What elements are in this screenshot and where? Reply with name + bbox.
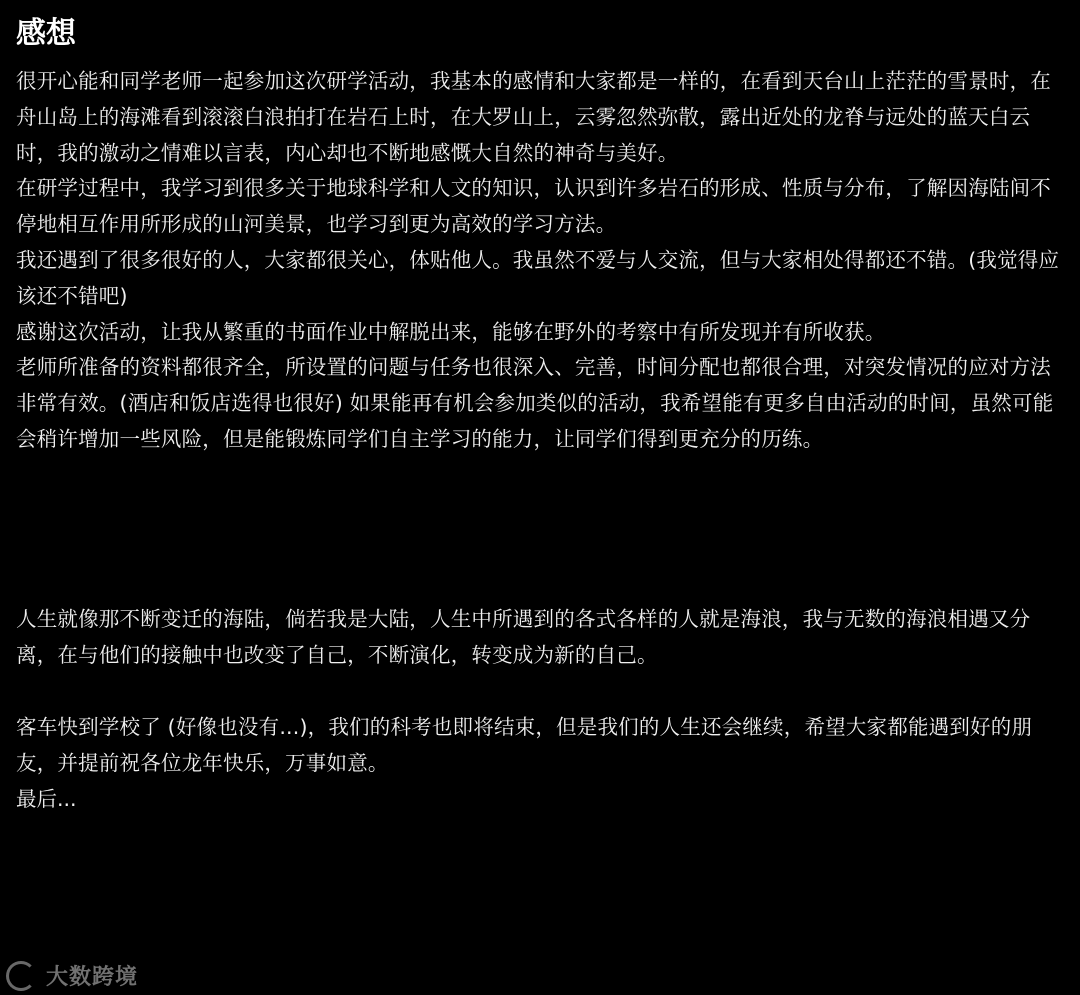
watermark-text: 大数跨境 (46, 965, 139, 990)
paragraph-2: 在研学过程中，我学习到很多关于地球科学和人文的知识，认识到许多岩石的形成、性质与分布，了解因海陆间不停地相互作用所形成的山河美景，也学习到更为高效的学习方法。 (16, 176, 1051, 237)
closing-paragraph: 客车快到学校了 (好像也没有...)，我们的科考也即将结束，但是我们的人生还会继续，希望大家都能遇到好的朋友，并提前祝各位龙年快乐，万事如意。 (16, 715, 1033, 776)
brand-logo-icon (6, 961, 36, 991)
paragraph-1: 很开心能和同学老师一起参加这次研学活动，我基本的感情和大家都是一样的，在看到天台山上茫茫的雪景时，在舟山岛上的海滩看到滚滚白浪拍打在岩石上时，在大罗山上，云雾忽然弥散，露出近处的龙脊与远处的蓝天白云时，我的激动之情难以言表，内心却也不断地感慨大自然的神奇与美好。 (16, 69, 1051, 165)
paragraph-3: 我还遇到了很多很好的人，大家都很关心，体贴他人。我虽然不爱与人交流，但与大家相处得都还不错。(我觉得应该还不错吧) (16, 247, 1060, 308)
reflection-paragraph: 人生就像那不断变迁的海陆，倘若我是大陆，人生中所遇到的各式各样的人就是海浪，我与无数的海浪相遇又分离，在与他们的接触中也改变了自己，不断演化，转变成为新的自己。 (16, 606, 1031, 667)
paragraph-4: 感谢这次活动，让我从繁重的书面作业中解脱出来，能够在野外的考察中有所发现并有所收获。 (16, 319, 886, 344)
spacer (16, 458, 1064, 602)
page-title: 感想 (16, 16, 76, 51)
watermark (6, 960, 138, 991)
spacer (16, 673, 1064, 710)
paragraph-5: 老师所准备的资料都很齐全，所设置的问题与任务也很深入、完善，时间分配也都很合理，对突发情况的应对方法非常有效。(酒店和饭店选得也很好) 如果能再有机会参加类似的活动，我希望能有更多自由活动的时间，虽然可能会稍许增加一些风险，但是能锻炼同学们自主学习的能力，让同学们得到更充分的历练。 (16, 355, 1054, 451)
ending-text: 最后... (16, 786, 77, 811)
